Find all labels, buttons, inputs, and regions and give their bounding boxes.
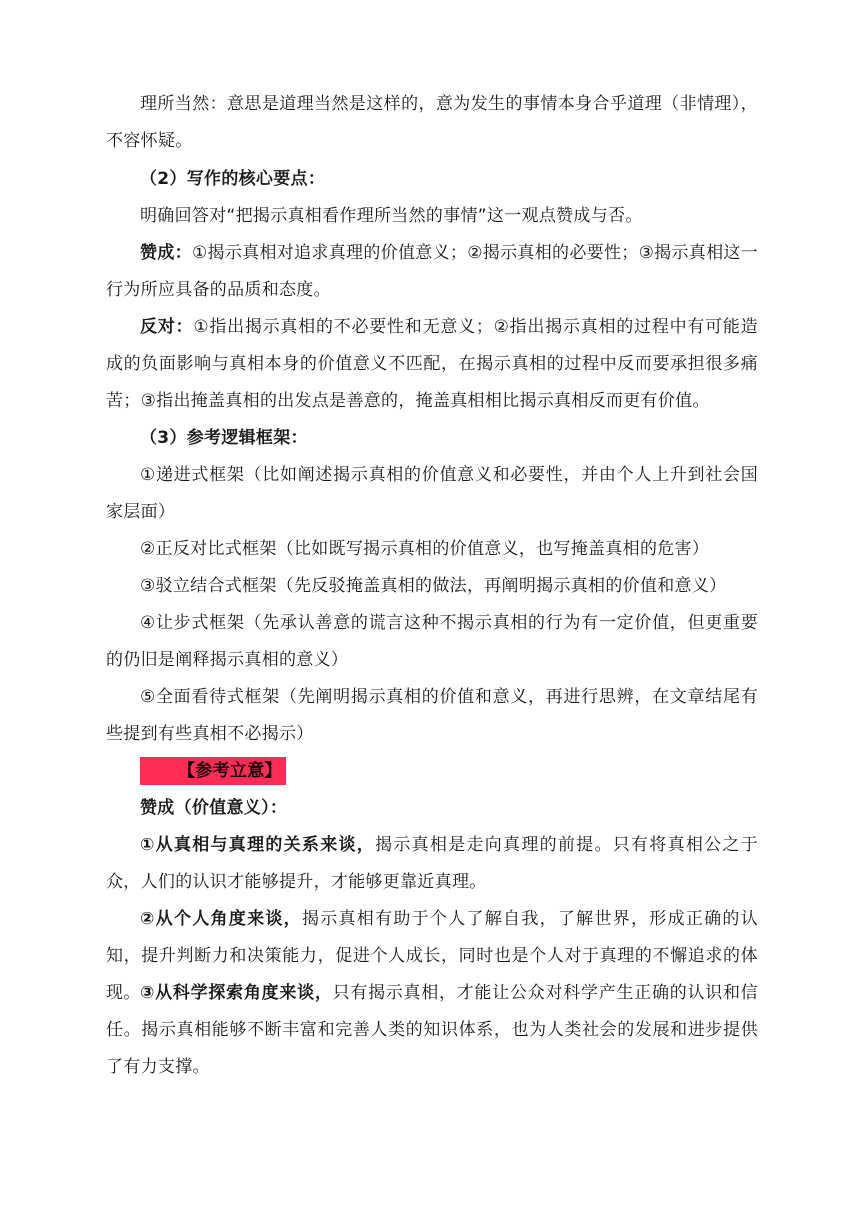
framework-text: ③驳立结合式框架（先反驳掩盖真相的做法，再阐明揭示真相的价值和意义） [140,576,727,596]
framework-item-3 [106,568,758,605]
value-point-label: ①从真相与真理的关系来谈， [140,835,376,855]
value-point-text: 揭示真相是走向真理的前提。只有将真相公之于众，人们的认识才能够提升，才能够更靠近真理。 [106,835,758,892]
reference-theme-badge-row [106,753,758,790]
reference-theme-badge: 【参考立意】 [140,757,286,785]
value-point-1 [106,827,758,901]
framework-text: ②正反对比式框架（比如既写揭示真相的价值意义，也写掩盖真相的危害） [140,539,710,559]
pro-text: ①揭示真相对追求真理的价值意义；②揭示真相的必要性；③揭示真相这一行为所应具备的品质和态度。 [106,243,759,300]
section-heading-value [106,790,758,827]
con-paragraph [106,309,758,420]
value-point-label: ②从个人角度来谈， [140,909,302,929]
heading-text: （3）参考逻辑框架： [140,428,308,448]
framework-item-2 [106,531,758,568]
framework-item-5 [106,679,758,753]
section-heading-core-points [106,161,758,198]
value-point-3 [106,975,758,1086]
definition-text: 理所当然：意思是道理当然是这样的，意为发生的事情本身合乎道理（非情理），不容怀疑。 [106,94,758,151]
pro-paragraph [106,235,758,309]
definition-paragraph [106,86,758,160]
framework-item-4 [106,605,758,679]
heading-text: （2）写作的核心要点： [140,169,326,189]
heading-text: 赞成（价值意义）： [140,798,288,818]
value-point-text: 揭示真相有助于个人了解自我，了解世界，形成正确的认知，提升判断力和决策能力，促进个人成长，同时也是个人对于真理的不懈追求的体现。 [106,909,759,1003]
section-heading-logic-framework [106,420,758,457]
con-label: 反对： [140,317,194,337]
value-point-text: 只有揭示真相，才能让公众对科学产生正确的认识和信任。揭示真相能够不断丰富和完善人类的知识体系，也为人类社会的发展和进步提供了有力支撑。 [106,983,758,1077]
framework-text: ①递进式框架（比如阐述揭示真相的价值意义和必要性，并由个人上升到社会国家层面） [106,465,758,522]
framework-item-1 [106,457,758,531]
framework-text: ⑤全面看待式框架（先阐明揭示真相的价值和意义，再进行思辨，在文章结尾有些提到有些真相不必揭示） [106,687,758,744]
con-text: ①指出揭示真相的不必要性和无意义；②指出揭示真相的过程中有可能造成的负面影响与真相本身的价值意义不匹配，在揭示真相的过程中反而要承担很多痛苦；③指出掩盖真相的出发点是善意的，掩盖真相相比揭示真相反而更有价值。 [106,317,758,411]
framework-text: ④让步式框架（先承认善意的谎言这种不揭示真相的行为有一定价值，但更重要的仍旧是阐释揭示真相的意义） [106,613,758,670]
instruction-text: 明确回答对“把揭示真相看作理所当然的事情”这一观点赞成与否。 [140,206,643,226]
pro-label: 赞成： [140,243,192,263]
value-point-label: ③从科学探索角度来谈， [140,983,333,1003]
instruction-paragraph [106,198,758,235]
